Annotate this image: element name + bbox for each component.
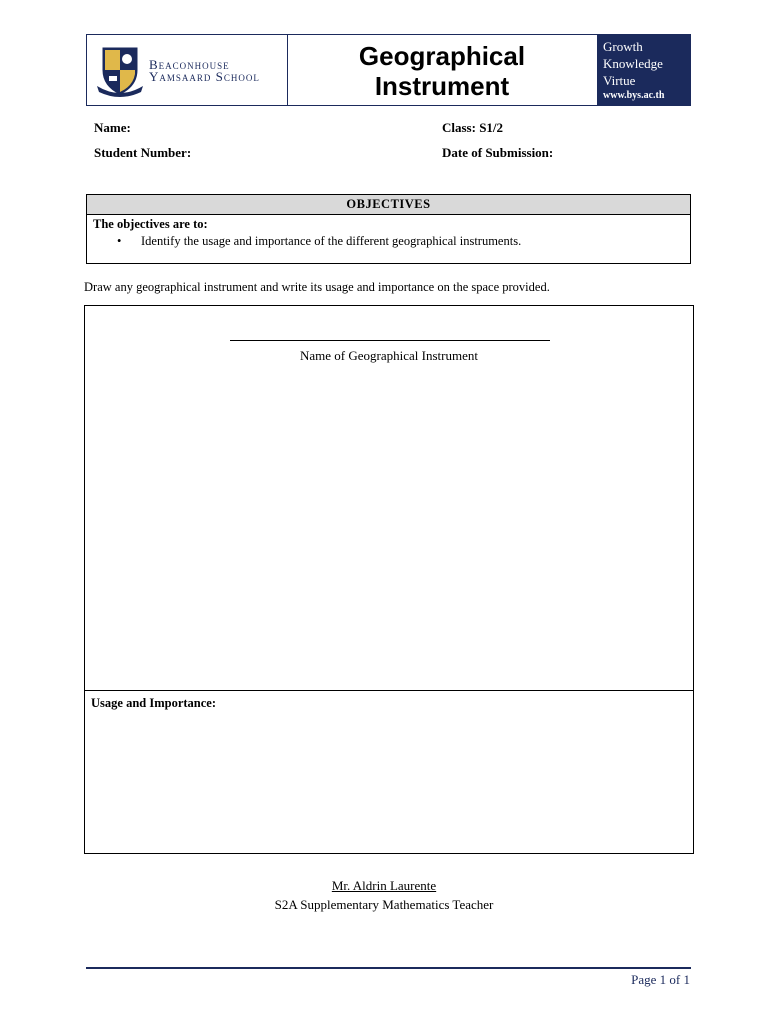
- objectives-heading: OBJECTIVES: [87, 195, 690, 215]
- school-website: www.bys.ac.th: [603, 90, 665, 101]
- school-name: [149, 59, 260, 83]
- document-header: [86, 34, 691, 106]
- school-logo: [87, 35, 288, 105]
- drawing-area[interactable]: [84, 305, 694, 854]
- motto-knowledge: Knowledge: [603, 56, 663, 71]
- page-title-line1: Geographical: [358, 41, 526, 71]
- footer-rule: [86, 967, 691, 969]
- page-number: Page 1 of 1: [631, 972, 690, 987]
- instruction-text: Draw any geographical instrument and write its usage and importance on the space provided.: [84, 280, 550, 294]
- motto-virtue: Virtue: [603, 73, 636, 88]
- school-name-line2: Yamsaard School: [149, 69, 260, 84]
- objectives-box: [86, 194, 691, 264]
- objective-item-text: Identify the usage and importance of the different geographical instruments.: [141, 234, 522, 248]
- name-field-label: Name:: [94, 120, 131, 135]
- title-cell: [287, 35, 597, 105]
- objectives-intro: The objectives are to:: [93, 217, 208, 231]
- usage-divider: [85, 690, 693, 691]
- class-field-label: Class:: [442, 120, 476, 135]
- class-field: [442, 120, 503, 136]
- objective-item: [117, 234, 690, 249]
- bullet-icon: •: [117, 234, 122, 248]
- student-number-label: Student Number:: [94, 145, 192, 160]
- date-of-submission-label: Date of Submission:: [442, 145, 554, 160]
- motto-growth: Growth: [603, 39, 643, 54]
- teacher-role: S2A Supplementary Mathematics Teacher: [274, 897, 494, 912]
- page-title-line2: Instrument: [374, 71, 510, 101]
- school-name-line1: Beaconhouse: [149, 57, 230, 72]
- usage-importance-label: Usage and Importance:: [91, 696, 216, 710]
- instrument-name-blank-line[interactable]: [230, 340, 550, 341]
- class-field-value: S1/2: [479, 120, 504, 135]
- instrument-name-caption: Name of Geographical Instrument: [300, 348, 478, 363]
- school-crest-icon: [95, 42, 145, 98]
- teacher-name: Mr. Aldrin Laurente: [331, 878, 437, 893]
- motto-panel: [597, 35, 691, 105]
